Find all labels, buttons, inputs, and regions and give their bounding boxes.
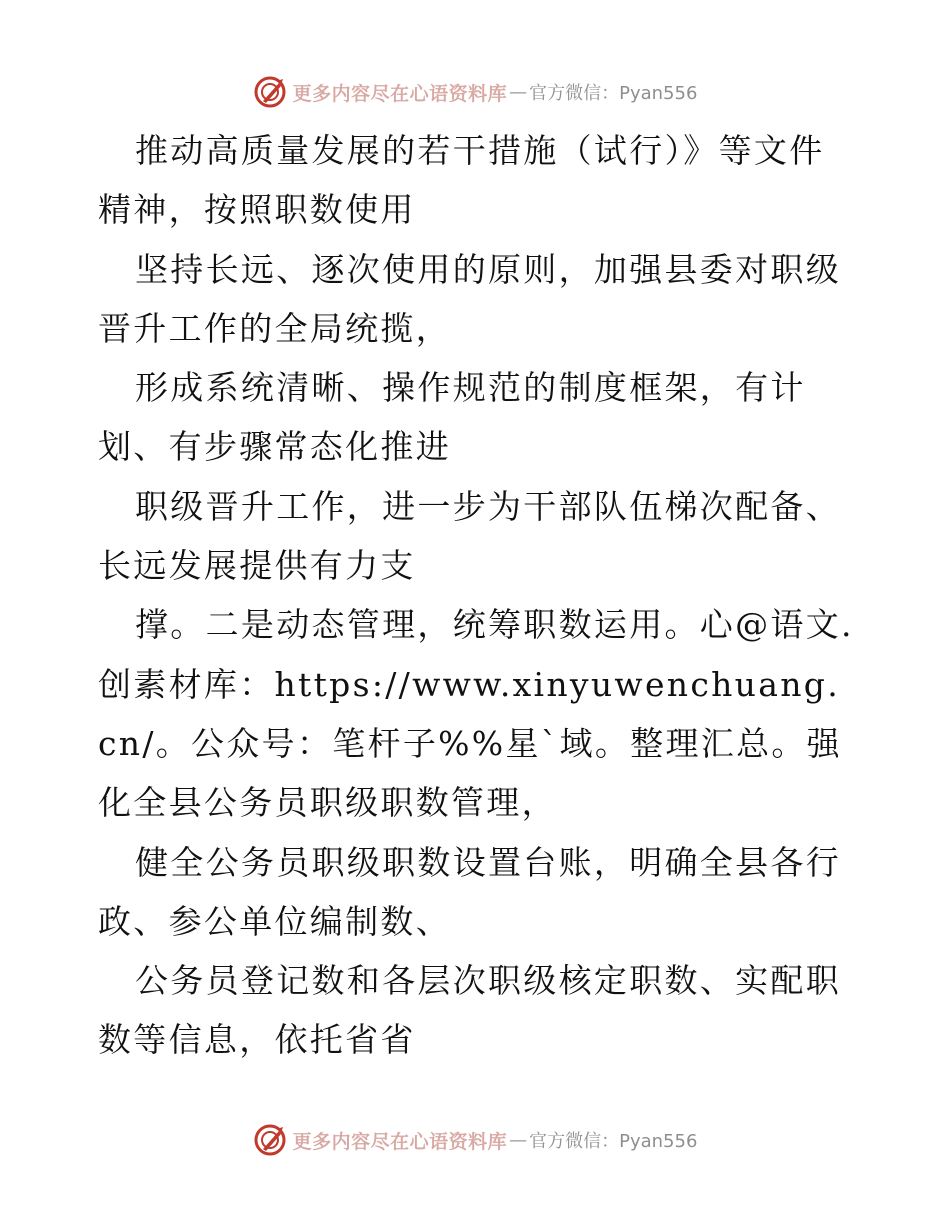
document-body — [98, 121, 858, 1070]
red-seal-logo-icon — [253, 75, 287, 109]
banner-separator: — — [509, 81, 528, 103]
banner-main-text: 更多内容尽在心语资料库 — [292, 82, 508, 105]
banner-separator: — — [509, 1129, 528, 1151]
banner-wechat-text: 官方微信：Pyan556 — [529, 83, 698, 104]
paragraph-1: 推动高质量发展的若干措施（试行）》等文件精神，按照职数使用 — [98, 131, 825, 230]
paragraph-7: 公务员登记数和各层次职级核定职数、实配职数等信息，依托省省 — [98, 961, 841, 1060]
paragraph-4: 职级晋升工作，进一步为干部队伍梯次配备、长远发展提供有力支 — [98, 486, 841, 586]
paragraph-5: 撑。二是动态管理，统筹职数运用。心@语文.创素材库：https://www.xinyuwenchuang.cn/。公众号：笔杆子%%星`域。整理汇总。强化全县公务员职级职数管理， — [98, 605, 854, 823]
paragraph-6: 健全公务员职级职数设置台账，明确全县各行政、参公单位编制数、 — [98, 842, 841, 941]
banner-wechat-text: 官方微信：Pyan556 — [529, 1131, 698, 1152]
header-watermark-banner — [0, 70, 950, 114]
paragraph-3: 形成系统清晰、操作规范的制度框架，有计划、有步骤常态化推进 — [98, 368, 806, 467]
banner-main-text: 更多内容尽在心语资料库 — [292, 1130, 508, 1153]
red-seal-logo-icon — [253, 1123, 287, 1157]
footer-watermark-banner — [0, 1118, 950, 1162]
paragraph-2: 坚持长远、逐次使用的原则，加强县委对职级晋升工作的全局统揽， — [98, 249, 841, 348]
